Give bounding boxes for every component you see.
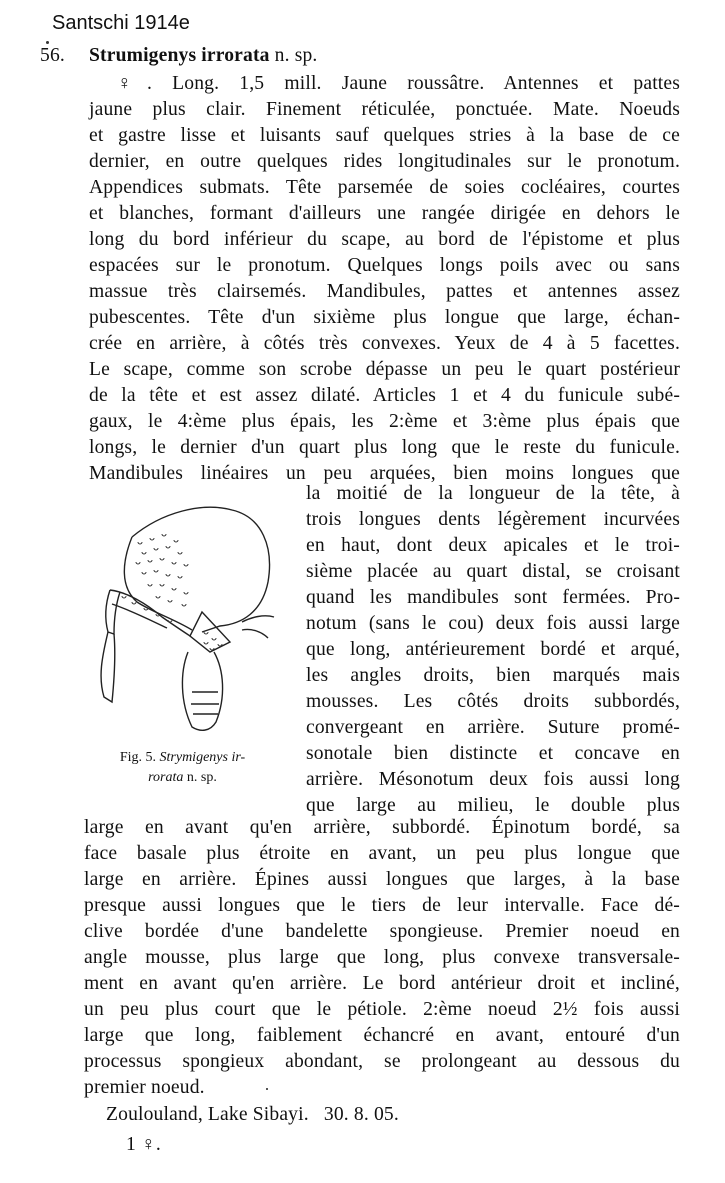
text-line-last: premier noeud. (84, 1077, 205, 1098)
caption-status: n. sp. (186, 770, 217, 785)
text-line-right-column: convergeant en arrière. Suture promé- (306, 717, 680, 738)
text-line: ♀. Long. 1,5 mill. Jaune roussâtre. Antennes et pattes (117, 73, 680, 94)
text-line: gaux, le 4:ème plus épais, les 2:ème et 3:ème plus épais que (89, 411, 680, 432)
text-line: face basale plus étroite en avant, un peu plus longue que (84, 843, 680, 864)
speck-2 (266, 1088, 268, 1090)
figure-5-head-drawing (92, 492, 302, 742)
text-line: longs, le dernier d'un quart plus long que le reste du funicule. (89, 437, 680, 458)
speck (46, 41, 49, 44)
caption-prefix: Fig. 5. (119, 750, 157, 765)
text-line: et gastre lisse et luisants sauf quelques stries à la base de ce (89, 125, 680, 146)
caption-taxon-2: rorata (148, 770, 184, 785)
citation-header: Santschi 1914e (52, 12, 190, 34)
text-line-right-column: que large au milieu, le double plus (306, 795, 680, 816)
text-line: un peu plus court que le pétiole. 2:ème noeud 2½ fois aussi (84, 999, 680, 1020)
text-line: dernier, en outre quelques rides longitudinales sur le pronotum. (89, 151, 680, 172)
text-line-right-column: sonotale bien distincte et concave en (306, 743, 680, 764)
text-line: jaune plus clair. Finement réticulée, ponctuée. Mate. Noeuds (89, 99, 680, 120)
text-line-right-column: trois longues dents légèrement incurvées (306, 509, 680, 530)
text-line: large que long, faiblement échancré en avant, entouré d'un (84, 1025, 680, 1046)
text-line: presque aussi longues que le tiers de leur intervalle. Face dé- (84, 895, 680, 916)
text-line: de la tête et est assez dilaté. Articles 1 et 4 du funicule subé- (89, 385, 680, 406)
text-line-right-column: quand les mandibules sont fermées. Pro- (306, 587, 680, 608)
text-line: Le scape, comme son scrobe dépasse un peu le quart postérieur (89, 359, 680, 380)
text-line-right-column: mousses. Les côtés droits subbordés, (306, 691, 680, 712)
text-line: Mandibules linéaires un peu arquées, bien moins longues que (89, 463, 680, 484)
text-line-right-column: en haut, dont deux apicales et le troi- (306, 535, 680, 556)
text-line: processus spongieux abondant, se prolongeant au dessous du (84, 1051, 680, 1072)
text-line-right-column: sième placée au quart distal, se croisant (306, 561, 680, 582)
locality: Zoulouland, Lake Sibayi. 30. 8. 05. (106, 1104, 399, 1125)
species-status: n. sp. (274, 45, 318, 66)
text-line: massue très clairsemés. Mandibules, pattes et antennes assez (89, 281, 680, 302)
specimen-count: 1 ♀. (126, 1134, 161, 1155)
figure-caption (80, 748, 285, 788)
text-line: angle mousse, plus large que long, plus convexe transversale- (84, 947, 680, 968)
text-line-right-column: la moitié de la longueur de la tête, à (306, 483, 680, 504)
text-line: large en arrière. Épines aussi longues que larges, à la base (84, 869, 680, 890)
entry-title (89, 45, 317, 67)
entry-number: 56. (40, 45, 65, 66)
text-line: et blanches, formant d'ailleurs une rangée dirigée en dehors le (89, 203, 680, 224)
text-line: espacées sur le pronotum. Quelques longs poils avec ou sans (89, 255, 680, 276)
text-line: Appendices submats. Tête parsemée de soies cocléaires, courtes (89, 177, 680, 198)
text-line: large en avant qu'en arrière, subbordé. Épinotum bordé, sa (84, 817, 680, 838)
text-line-right-column: que long, antérieurement bordé et arqué, (306, 639, 680, 660)
text-line: clive bordée d'une bandelette spongieuse. Premier noeud en (84, 921, 680, 942)
text-line-right-column: notum (sans le cou) deux fois aussi large (306, 613, 680, 634)
text-line: crée en arrière, à côtés très convexes. Yeux de 4 à 5 facettes. (89, 333, 680, 354)
text-line-right-column: arrière. Mésonotum deux fois aussi long (306, 769, 680, 790)
text-line: pubescentes. Tête d'un sixième plus longue que large, échan- (89, 307, 680, 328)
caption-taxon: Strymigenys ir- (159, 750, 246, 765)
text-line-right-column: les angles droits, bien marqués mais (306, 665, 680, 686)
text-line: ment en avant qu'en arrière. Le bord antérieur droit et incliné, (84, 973, 680, 994)
text-line: long du bord inférieur du scape, au bord de l'épistome et plus (89, 229, 680, 250)
species-name: Strumigenys irrorata (89, 45, 270, 66)
